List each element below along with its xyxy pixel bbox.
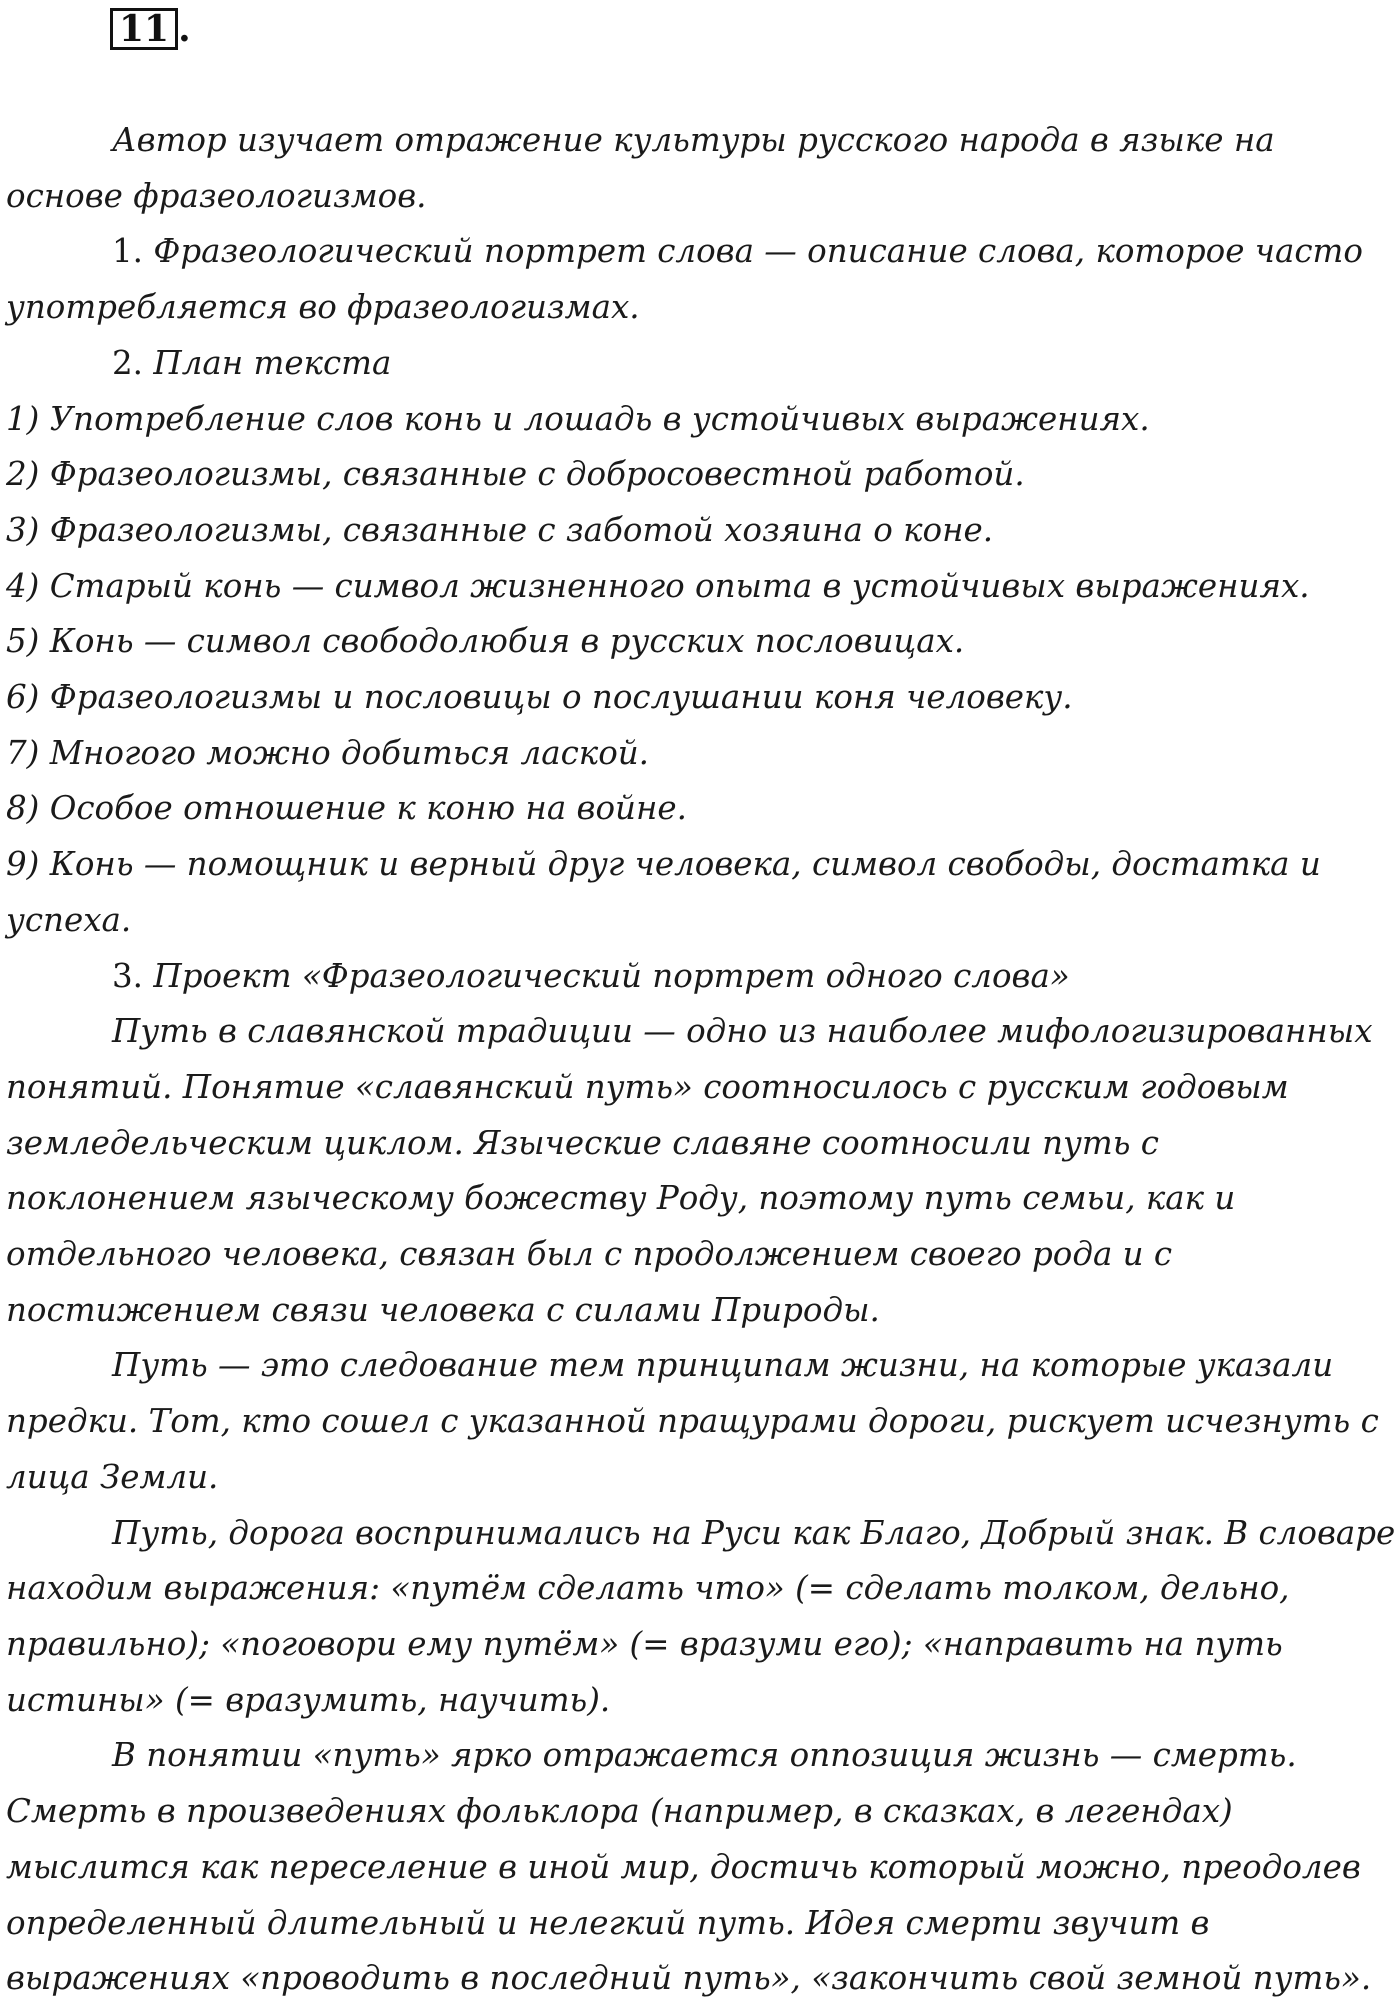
- plan-item: 9) Конь — помощник и верный друг человека, символ свободы, достатка и успеха.: [6, 845, 1321, 939]
- project-paragraph: Путь в славянской традиции — одно из наиболее мифологизированных понятий. Понятие «славянский путь» соотносилось с русским годовым земледельческим циклом. Языческие славяне соотносили путь с поклонением языческому божеству Роду, поэтому путь семьи, как и отдельного человека, связан был с продолжением своего рода и с постижением связи человека с силами Природы.: [6, 1012, 1373, 1329]
- task-number-dot: .: [178, 8, 191, 50]
- plan-item: 4) Старый конь — символ жизненного опыта в устойчивых выражениях.: [6, 566, 1310, 605]
- point-3: [6, 949, 1396, 1005]
- point-2-text: План текста: [153, 343, 392, 382]
- document-body: [6, 113, 1396, 2007]
- task-number: [110, 8, 191, 50]
- plan-item: 5) Конь — символ свободолюбия в русских пословицах.: [6, 622, 965, 661]
- project-paragraph: В понятии «путь» ярко отражается оппозиция жизнь — смерть. Смерть в произведениях фольклора (например, в сказках, в легендах) мыслится как переселение в иной мир, достичь который можно, преодолев определенный длительный и нелегкий путь. Идея смерти звучит в выражениях «проводить в последний путь», «закончить свой земной путь».: [6, 1736, 1372, 1998]
- point-3-text: Проект «Фразеологический портрет одного слова»: [153, 956, 1070, 995]
- task-number-box: 11: [110, 8, 178, 50]
- intro-paragraph: Автор изучает отражение культуры русского народа в языке на основе фразеологизмов.: [6, 121, 1275, 215]
- point-2-number: 2.: [112, 343, 144, 382]
- point-1-number: 1.: [112, 232, 144, 271]
- point-3-number: 3.: [112, 956, 144, 995]
- project-paragraph: Путь, дорога воспринимались на Руси как Благо, Добрый знак. В словаре находим выражения: «путём сделать что» (= сделать толком, дельно, правильно); «поговори ему путём» (= вразуми его); «направить на путь истины» (= вразумить, научить).: [6, 1513, 1396, 1719]
- plan-item: 6) Фразеологизмы и пословицы о послушании коня человеку.: [6, 678, 1073, 717]
- project-paragraph: Путь — это следование тем принципам жизни, на которые указали предки. Тот, кто сошел с указанной пращурами дороги, рискует исчезнуть с лица Земли.: [6, 1346, 1379, 1496]
- plan-item: 3) Фразеологизмы, связанные с заботой хозяина о коне.: [6, 510, 994, 549]
- point-2: [6, 336, 1396, 392]
- plan-item: 2) Фразеологизмы, связанные с добросовестной работой.: [6, 455, 1025, 494]
- point-1: [6, 224, 1396, 335]
- plan-item: 7) Многого можно добиться лаской.: [6, 733, 650, 772]
- plan-item: 8) Особое отношение к коню на войне.: [6, 789, 687, 828]
- point-1-text: Фразеологический портрет слова — описание слова, которое часто употребляется во фразеологизмах.: [6, 232, 1363, 327]
- plan-item: 1) Употребление слов конь и лошадь в устойчивых выражениях.: [6, 399, 1150, 438]
